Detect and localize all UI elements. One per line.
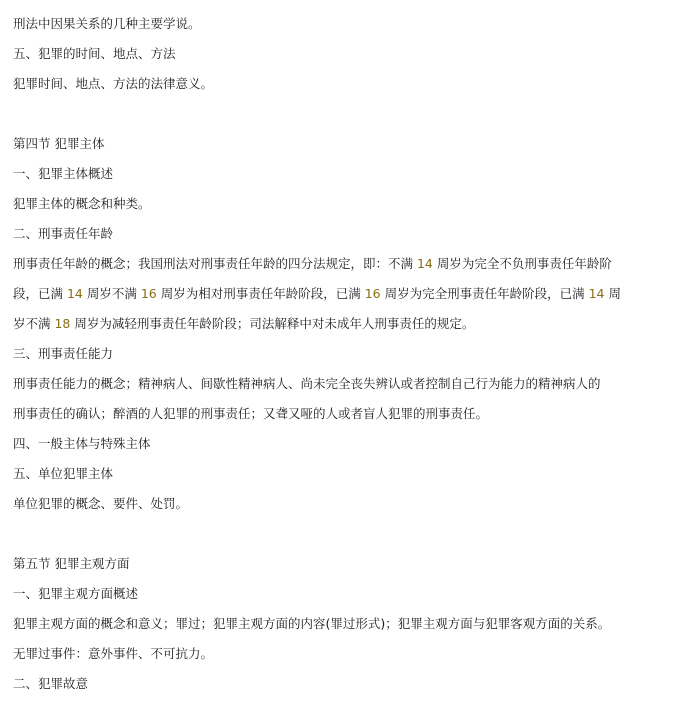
text-run: 周岁为完全刑事责任年龄阶段，已满 (380, 286, 589, 301)
text-run: 周岁为完全不负刑事责任年龄阶 (432, 256, 612, 271)
text-line: 无罪过事件：意外事件、不可抗力。 (13, 646, 214, 661)
text-run: 岁不满 (13, 316, 55, 331)
blank-line (13, 99, 679, 129)
paragraph-line (13, 309, 679, 339)
paragraph-line (13, 249, 679, 279)
age-number: 14 (588, 286, 605, 301)
age-number: 16 (140, 286, 157, 301)
text-line: 单位犯罪的概念、要件、处罚。 (13, 496, 189, 511)
section-heading: 三、刑事责任能力 (13, 346, 114, 361)
text-run: 段，已满 (13, 286, 67, 301)
text-line: 刑法中因果关系的几种主要学说。 (13, 16, 201, 31)
age-number: 18 (54, 316, 71, 331)
text-line: 犯罪主观方面的概念和意义；罪过；犯罪主观方面的内容(罪过形式)；犯罪主观方面与犯罪客观方面的关系。 (13, 616, 611, 631)
section-heading: 四、一般主体与特殊主体 (13, 436, 151, 451)
text-run: 周岁为减轻刑事责任年龄阶段；司法解释中对未成年人刑事责任的规定。 (70, 316, 475, 331)
age-paragraph (13, 249, 679, 339)
age-number: 16 (364, 286, 381, 301)
text-run: 刑事责任年龄的概念；我国刑法对刑事责任年龄的四分法规定，即：不满 (13, 256, 417, 271)
section-heading: 二、犯罪故意 (13, 676, 89, 691)
age-number: 14 (416, 256, 433, 271)
paragraph-line (13, 279, 679, 309)
text-line: 刑事责任的确认；醉酒的人犯罪的刑事责任；又聋又哑的人或者盲人犯罪的刑事责任。 (13, 406, 489, 421)
text-run: 周岁不满 (82, 286, 141, 301)
age-number: 14 (66, 286, 83, 301)
text-line: 刑事责任能力的概念；精神病人、间歇性精神病人、尚未完全丧失辨认或者控制自己行为能力的精神病人的 (13, 376, 601, 391)
section-heading: 一、犯罪主观方面概述 (13, 586, 139, 601)
text-line: 犯罪时间、地点、方法的法律意义。 (13, 76, 214, 91)
blank-line (13, 519, 679, 549)
text-line: 犯罪主体的概念和种类。 (13, 196, 151, 211)
chapter-heading: 第五节 犯罪主观方面 (13, 556, 130, 571)
section-heading: 二、刑事责任年龄 (13, 226, 114, 241)
text-run: 周岁为相对刑事责任年龄阶段，已满 (156, 286, 365, 301)
chapter-heading: 第四节 犯罪主体 (13, 136, 105, 151)
document-body (13, 9, 679, 699)
section-heading: 一、犯罪主体概述 (13, 166, 114, 181)
section-heading: 五、犯罪的时间、地点、方法 (13, 46, 176, 61)
section-heading: 五、单位犯罪主体 (13, 466, 114, 481)
text-run: 周 (604, 286, 621, 301)
